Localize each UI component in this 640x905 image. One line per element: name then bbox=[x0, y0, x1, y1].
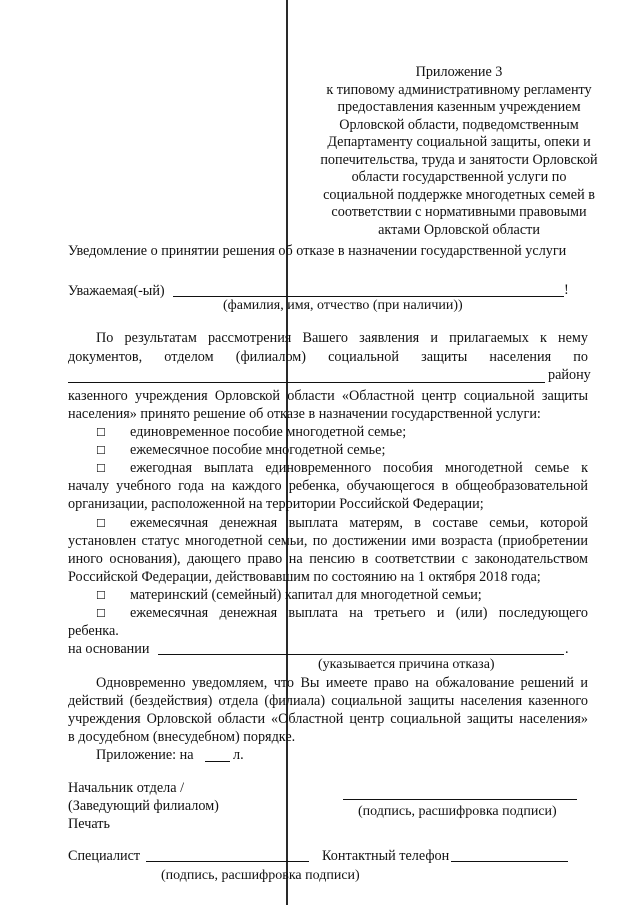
phone-field[interactable] bbox=[451, 861, 568, 862]
option-label: установлен статус многодетной семьи, по достижении ими возраста (приобретении bbox=[68, 533, 588, 549]
body-line: Одновременно уведомляем, что Вы имеете право на обжалование решений и bbox=[96, 675, 588, 691]
annex-line: актами Орловской области bbox=[378, 221, 540, 238]
annex-header bbox=[300, 64, 618, 239]
annex-line: предоставления казенным учреждением bbox=[337, 99, 581, 115]
head-title-line: (Заведующий филиалом) bbox=[68, 798, 219, 814]
head-title-line: Начальник отдела / bbox=[68, 780, 185, 796]
option-checkbox[interactable]: ☐ bbox=[96, 463, 106, 475]
annex-line: Орловской области, подведомственным bbox=[339, 116, 579, 133]
option-label: иного основания), дающего право на пенсию в соответствии с законодательством bbox=[68, 551, 588, 567]
option-checkbox[interactable]: ☐ bbox=[96, 518, 106, 530]
option-label: ежегодная выплата единовременного пособия многодетной семье к bbox=[130, 460, 588, 476]
option-label: началу учебного года на каждого ребенка, обучающегося в общеобразовательной bbox=[68, 478, 588, 494]
option-label: ежемесячная денежная выплата на третьего и (или) последующего bbox=[130, 605, 588, 621]
greeting-exclamation: ! bbox=[564, 282, 569, 298]
option-checkbox[interactable]: ☐ bbox=[96, 608, 106, 620]
option-label: Российской Федерации, действовавшим по состоянию на 1 октября 2018 года; bbox=[68, 569, 541, 585]
phone-label: Контактный телефон bbox=[322, 848, 450, 864]
option-label: организации, расположенной на территории Российской Федерации; bbox=[68, 496, 484, 512]
attachment-label: Приложение: на bbox=[96, 747, 194, 763]
attachment-pages-field[interactable] bbox=[205, 761, 230, 762]
head-signature-caption: (подпись, расшифровка подписи) bbox=[358, 804, 557, 819]
annex-line: соответствии с нормативными правовыми bbox=[331, 204, 587, 220]
basis-field[interactable] bbox=[158, 654, 564, 655]
body-line: в досудебном (внесудебном) порядке. bbox=[68, 729, 296, 745]
basis-caption: (указывается причина отказа) bbox=[318, 657, 495, 672]
option-label: ежемесячное пособие многодетной семье; bbox=[130, 442, 386, 458]
basis-label: на основании bbox=[68, 641, 150, 657]
body-line: По результатам рассмотрения Вашего заявления и прилагаемых к нему bbox=[96, 330, 588, 346]
attachment-unit: л. bbox=[233, 747, 244, 763]
basis-end: . bbox=[565, 641, 569, 657]
recipient-name-caption: (фамилия, имя, отчество (при наличии)) bbox=[223, 298, 463, 313]
greeting-label: Уважаемая(-ый) bbox=[68, 283, 165, 299]
head-signature-field[interactable] bbox=[343, 799, 577, 800]
option-checkbox[interactable]: ☐ bbox=[96, 590, 106, 602]
annex-line: области государственной услуги по bbox=[351, 169, 567, 185]
body-line: учреждения Орловской области «Областной центр социальной защиты населения» bbox=[68, 711, 588, 727]
body-line: казенного учреждения Орловской области «Областной центр социальной защиты bbox=[68, 388, 588, 404]
body-line: району bbox=[548, 367, 591, 383]
specialist-signature-caption: (подпись, расшифровка подписи) bbox=[161, 868, 360, 883]
specialist-label: Специалист bbox=[68, 848, 141, 864]
option-label: ребенка. bbox=[68, 623, 119, 639]
annex-line: попечительства, труда и занятости Орловской bbox=[320, 151, 598, 168]
stamp-label: Печать bbox=[68, 816, 110, 832]
option-checkbox[interactable]: ☐ bbox=[96, 427, 106, 439]
annex-line: Департаменту социальной защиты, опеки и bbox=[327, 134, 591, 150]
specialist-signature-field[interactable] bbox=[146, 861, 309, 862]
document-title: Уведомление о принятии решения об отказе в назначении государственной услуги bbox=[68, 243, 567, 259]
option-label: материнский (семейный) капитал для многодетной семьи; bbox=[130, 587, 482, 603]
annex-line: Приложение 3 bbox=[415, 64, 503, 80]
district-field[interactable] bbox=[68, 382, 545, 383]
body-line: документов, отделом (филиалом) социальной защиты населения по bbox=[68, 349, 588, 365]
option-checkbox[interactable]: ☐ bbox=[96, 445, 106, 457]
body-line: населения» принято решение об отказе в назначении государственной услуги: bbox=[68, 406, 541, 422]
option-label: единовременное пособие многодетной семье; bbox=[130, 424, 407, 440]
annex-line: к типовому административному регламенту bbox=[326, 81, 592, 98]
body-line: действий (бездействия) отдела (филиала) социальной защиты населения казенного bbox=[68, 693, 588, 709]
annex-line: социальной поддержке многодетных семей в bbox=[323, 186, 595, 203]
option-label: ежемесячная денежная выплата матерям, в составе семьи, которой bbox=[130, 515, 588, 531]
